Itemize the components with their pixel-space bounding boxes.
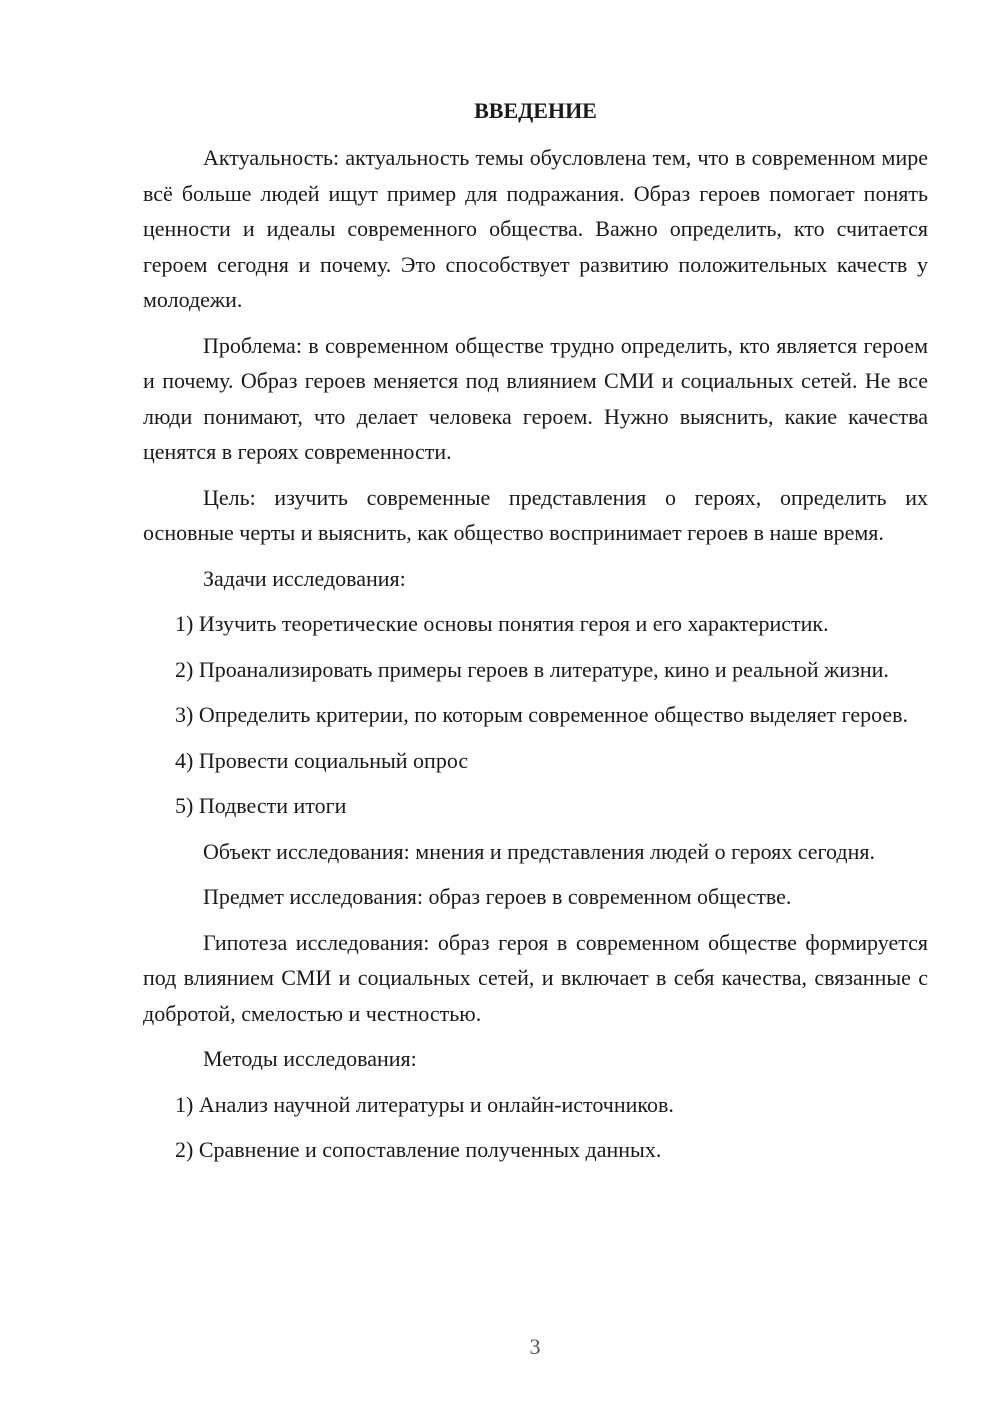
hypothesis-paragraph: Гипотеза исследования: образ героя в современном обществе формируется под влиянием СМИ и социальных сетей, и включает в себя качества, связанные с добротой, смелостью и честностью. <box>143 929 928 1026</box>
goal-paragraph: Цель: изучить современные представления о героях, определить их основные черты и выяснить, как общество воспринимает героев в наше время. <box>143 484 928 545</box>
task-item: 3) Определить критерии, по которым современное общество выделяет героев. <box>175 702 909 727</box>
relevance-paragraph: Актуальность: актуальность темы обусловлена тем, что в современном мире всё больше людей ищут пример для подражания. Образ героев помогает понять ценности и идеалы современного общества. Важно определить, кто считается героем сегодня и почему. Это способствует развитию положительных качеств у молодежи. <box>143 145 928 312</box>
page-title: ВВЕДЕНИЕ <box>474 98 597 123</box>
task-item: 5) Подвести итоги <box>175 793 347 818</box>
task-item: 1) Изучить теоретические основы понятия героя и его характеристик. <box>175 611 829 636</box>
object-paragraph: Объект исследования: мнения и представления людей о героях сегодня. <box>203 838 875 864</box>
problem-paragraph: Проблема: в современном обществе трудно определить, кто является героем и почему. Образ героев меняется под влиянием СМИ и социальных сетей. Не все люди понимают, что делает человека героем. Нужно выяснить, какие качества ценятся в героях современности. <box>143 332 928 464</box>
tasks-heading: Задачи исследования: <box>203 565 406 591</box>
method-item: 2) Сравнение и сопоставление полученных данных. <box>175 1137 662 1162</box>
task-item: 2) Проанализировать примеры героев в литературе, кино и реальной жизни. <box>175 656 889 682</box>
task-item: 4) Провести социальный опрос <box>175 747 469 773</box>
methods-heading: Методы исследования: <box>203 1046 417 1071</box>
page-number: 3 <box>529 1334 541 1359</box>
page-content <box>143 94 928 1168</box>
subject-paragraph: Предмет исследования: образ героев в современном обществе. <box>203 884 792 909</box>
method-item: 1) Анализ научной литературы и онлайн-источников. <box>175 1091 674 1117</box>
